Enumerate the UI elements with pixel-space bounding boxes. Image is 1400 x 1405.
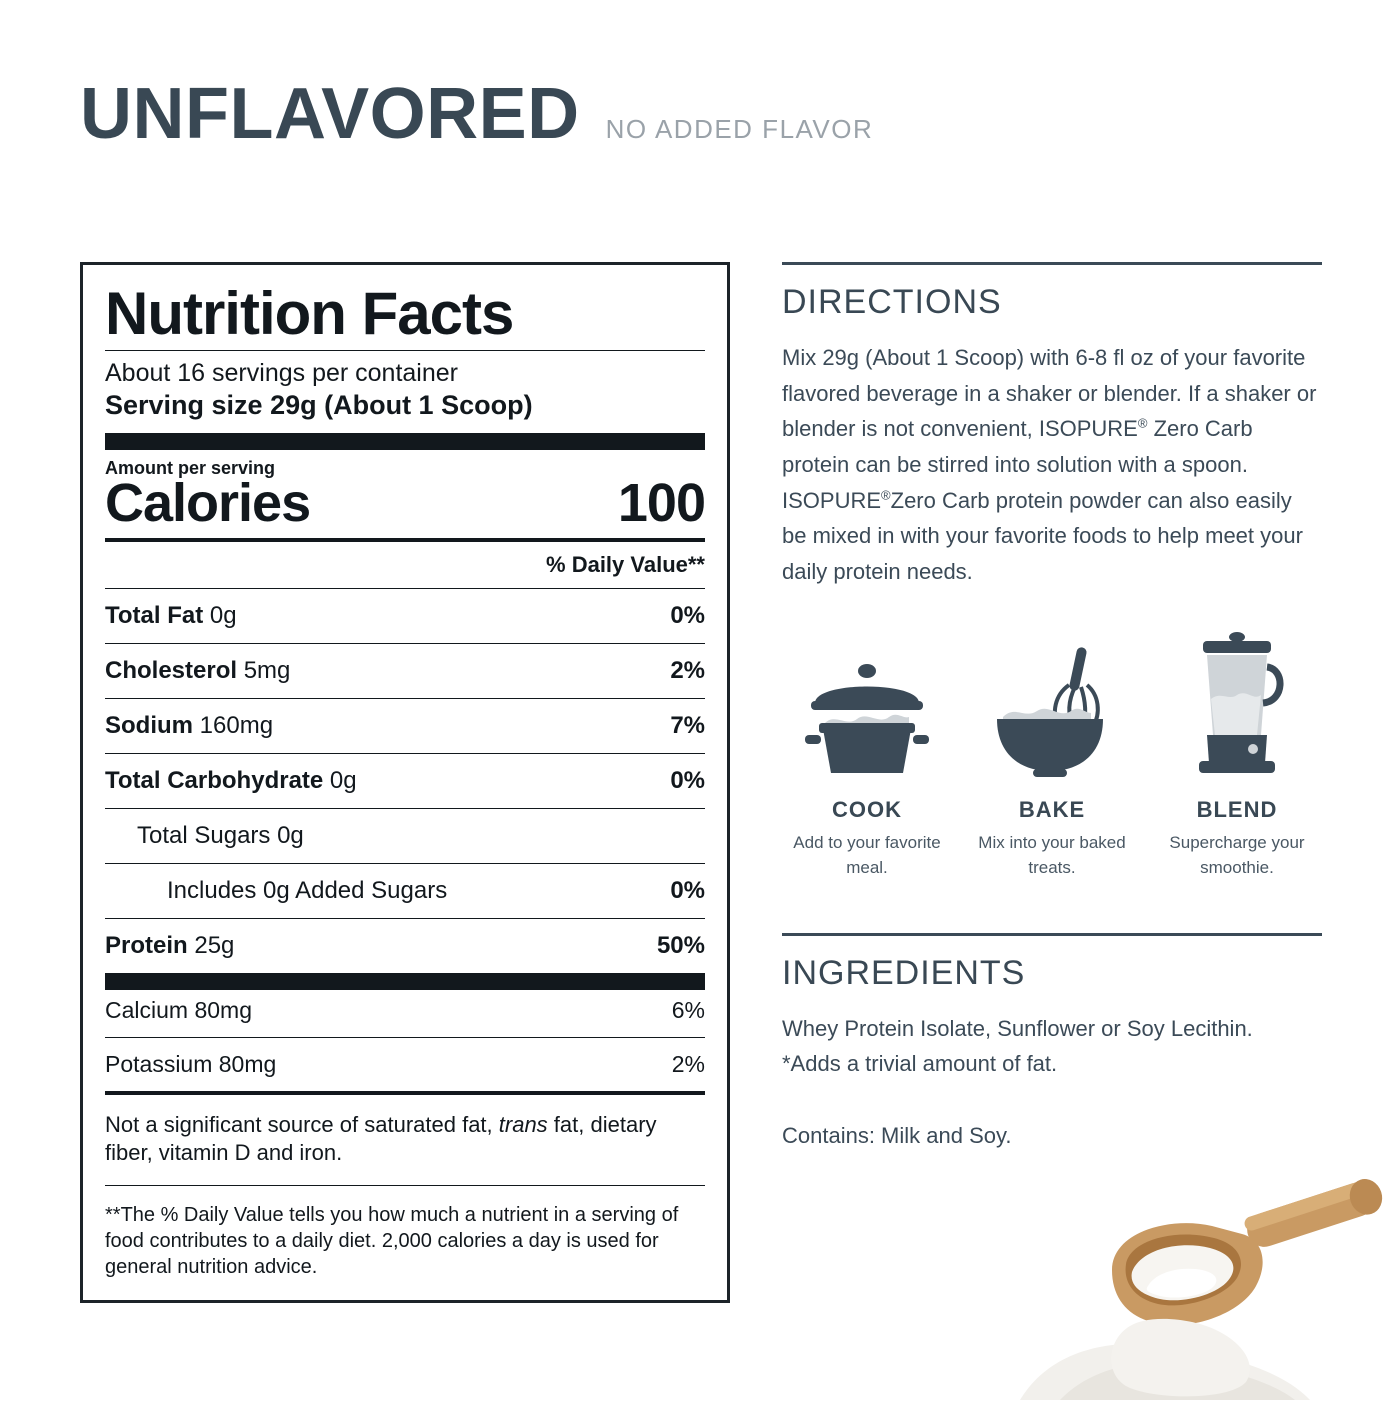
divider — [105, 1185, 705, 1186]
trans-italic: trans — [498, 1111, 548, 1137]
usage-icons-row — [782, 631, 1322, 880]
calories-row — [105, 475, 705, 532]
registered-mark: ® — [1137, 415, 1148, 431]
nutrient-name: Includes 0g Added Sugars — [167, 876, 448, 904]
nutrient-dv: 0% — [670, 766, 705, 794]
divider — [105, 350, 705, 351]
nutrient-amount: 160mg — [199, 711, 274, 739]
nutrient-amount: 25g — [194, 931, 235, 959]
directions-title: DIRECTIONS — [782, 283, 1002, 321]
nutrient-row — [105, 650, 705, 692]
divider-thick — [105, 973, 705, 990]
nutrient-name: Protein — [105, 931, 188, 959]
nutrient-row — [105, 595, 705, 637]
vitamin-dv: 2% — [671, 1050, 705, 1077]
page-subtitle: NO ADDED FLAVOR — [605, 114, 874, 144]
not-significant-text-b: fat, dietary fiber, vitamin D and iron. — [105, 1111, 657, 1166]
section-divider — [782, 262, 1322, 265]
nutrient-row — [105, 815, 705, 857]
amount-per-serving-label: Amount per serving — [105, 458, 276, 479]
nutrient-dv: 2% — [670, 656, 705, 684]
divider — [105, 698, 705, 699]
mixing-bowl-whisk-icon — [967, 631, 1137, 781]
usage-icon-description: Add to your favorite meal. — [793, 833, 941, 878]
usage-icon-cook — [782, 631, 952, 880]
vitamin-row — [105, 1044, 705, 1085]
usage-icon-label: BAKE — [1018, 797, 1086, 823]
divider-thick — [105, 433, 705, 450]
divider — [105, 863, 705, 864]
nutrient-dv: 0% — [670, 876, 705, 904]
divider — [105, 753, 705, 754]
nutrient-amount: 0g — [209, 601, 237, 629]
section-divider — [782, 933, 1322, 936]
usage-icon-bake — [967, 631, 1137, 880]
usage-icon-label: COOK — [832, 797, 902, 823]
ingredients-note: *Adds a trivial amount of fat. — [782, 1050, 1058, 1076]
nutrient-row — [105, 870, 705, 912]
nutrient-dv: 0% — [670, 601, 705, 629]
nutrient-row — [105, 760, 705, 802]
ingredients-block — [782, 933, 1322, 1149]
divider — [105, 918, 705, 919]
nutrient-dv: 50% — [656, 931, 705, 959]
divider — [105, 588, 705, 589]
usage-icon-description: Supercharge your smoothie. — [1169, 833, 1305, 878]
nutrient-name: Total Fat — [105, 601, 204, 629]
calories-value: 100 — [617, 473, 705, 534]
not-significant-text-a: Not a significant source of saturated fat, — [105, 1111, 499, 1137]
servings-per-container: About 16 servings per container — [105, 359, 458, 388]
not-significant-source-note — [105, 1101, 705, 1179]
pot-icon — [782, 631, 952, 781]
nutrition-facts-title: Nutrition Facts — [105, 280, 514, 347]
directions-text-part2: Zero Carb protein can be stirred into solution with a spoon. ISOPURE — [782, 416, 1253, 513]
vitamin-dv: 6% — [671, 996, 705, 1023]
serving-size: Serving size 29g (About 1 Scoop) — [105, 390, 533, 421]
directions-text-part3: Zero Carb protein powder can also easily be mixed in with your favorite foods to help meet your daily protein needs. — [782, 487, 1303, 584]
nutrient-amount: 0g — [277, 821, 304, 849]
calories-label: Calories — [105, 473, 311, 534]
usage-icon-description: Mix into your baked treats. — [978, 833, 1126, 878]
divider-medium — [105, 538, 705, 542]
divider — [105, 643, 705, 644]
daily-value-header: % Daily Value** — [546, 551, 705, 577]
nutrient-amount: 5mg — [243, 656, 291, 684]
nutrient-dv: 7% — [670, 711, 705, 739]
registered-mark: ® — [881, 487, 891, 503]
directions-text-part1: Mix 29g (About 1 Scoop) with 6-8 fl oz of your favorite flavored beverage in a shaker or blender. If a shaker or blender is not convenient, ISOPURE — [782, 345, 1317, 442]
allergen-contains: Contains: Milk and Soy. — [782, 1123, 1012, 1149]
directions-text — [782, 340, 1322, 589]
divider-medium — [105, 1091, 705, 1095]
nutrient-amount: 0g — [329, 766, 357, 794]
nutrient-row — [105, 925, 705, 967]
daily-value-footnote: **The % Daily Value tells you how much a nutrient in a serving of food contributes to a daily diet. 2,000 calories a day is used for general nutrition advice. — [105, 1204, 679, 1279]
nutrient-name: Sodium — [105, 711, 193, 739]
nutrition-facts-panel — [80, 262, 730, 1303]
vitamin-name: Calcium 80mg — [105, 996, 252, 1023]
ingredients-title: INGREDIENTS — [782, 953, 1026, 992]
flavor-header — [80, 74, 874, 154]
nutrient-name: Total Carbohydrate — [105, 766, 324, 794]
usage-icon-blend — [1152, 631, 1322, 880]
nutrient-name: Cholesterol — [105, 656, 238, 684]
divider — [105, 1037, 705, 1038]
right-column — [782, 262, 1322, 1149]
ingredients-list: Whey Protein Isolate, Sunflower or Soy Lecithin. — [782, 1015, 1253, 1041]
page-title: UNFLAVORED — [80, 74, 580, 154]
divider — [105, 808, 705, 809]
vitamin-name: Potassium 80mg — [105, 1050, 277, 1077]
vitamin-row — [105, 990, 705, 1031]
nutrient-row — [105, 705, 705, 747]
blender-icon — [1152, 631, 1322, 781]
usage-icon-label: BLEND — [1196, 797, 1278, 823]
nutrient-name: Total Sugars — [137, 821, 271, 849]
